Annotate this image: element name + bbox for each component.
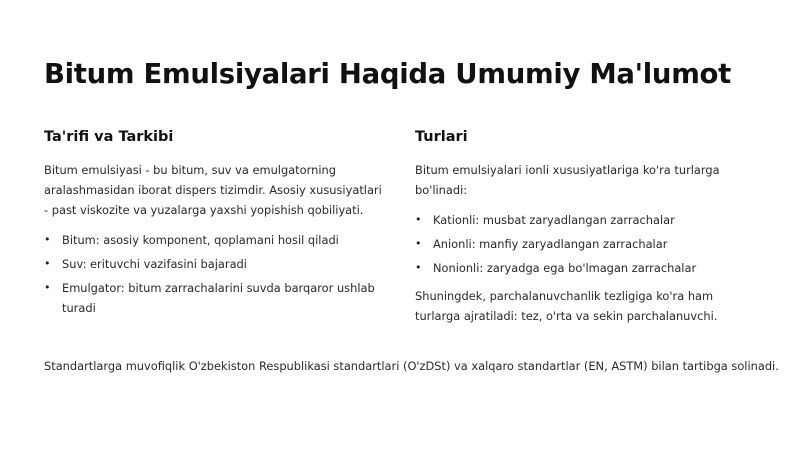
bullet-icon: • <box>415 261 422 274</box>
left-column-paragraph: Bitum emulsiyasi - bu bitum, suv va emulgatorning aralashmasidan iborat dispers tizimdir. Asosiy xususiyatlari - past viskozite va yuzalarga yaxshi yopishish qobiliyati. <box>44 163 382 217</box>
bullet-icon: • <box>415 213 422 226</box>
right-column <box>415 127 760 326</box>
right-bullet-list <box>415 210 760 278</box>
bullet-icon: • <box>44 257 51 270</box>
list-item-text: Bitum: asosiy komponent, qoplamani hosil qiladi <box>62 233 339 247</box>
list-item-text: Nonionli: zaryadga ega bo'lmagan zarrachalar <box>433 261 697 275</box>
list-item-text: Anionli: manfiy zaryadlangan zarrachalar <box>433 237 668 251</box>
footer-note: Standartlarga muvofiqlik O'zbekiston Respublikasi standartlari (O'zDSt) va xalqaro standartlar (EN, ASTM) bilan tartibga solinadi. <box>44 359 779 373</box>
list-item <box>44 278 384 318</box>
list-item <box>44 254 384 274</box>
left-column <box>44 127 384 322</box>
list-item-text: Suv: erituvchi vazifasini bajaradi <box>62 257 247 271</box>
slide-title: Bitum Emulsiyalari Haqida Umumiy Ma'lumot <box>44 58 731 90</box>
list-item-text: Kationli: musbat zaryadlangan zarrachalar <box>433 213 675 227</box>
bullet-icon: • <box>415 237 422 250</box>
right-column-paragraph: Bitum emulsiyalari ionli xususiyatlariga ko'ra turlarga bo'linadi: <box>415 163 720 197</box>
left-bullet-list <box>44 230 384 318</box>
list-item <box>415 234 760 254</box>
list-item <box>415 210 760 230</box>
right-column-heading: Turlari <box>415 129 468 145</box>
bullet-icon: • <box>44 281 51 294</box>
list-item <box>415 258 760 278</box>
list-item-text: Emulgator: bitum zarrachalarini suvda barqaror ushlab turadi <box>62 281 375 315</box>
left-column-heading: Ta'rifi va Tarkibi <box>44 129 174 145</box>
bullet-icon: • <box>44 233 51 246</box>
right-column-paragraph-2: Shuningdek, parchalanuvchanlik tezligiga ko'ra ham turlarga ajratiladi: tez, o'rta va sekin parchalanuvchi. <box>415 289 718 323</box>
list-item <box>44 230 384 250</box>
